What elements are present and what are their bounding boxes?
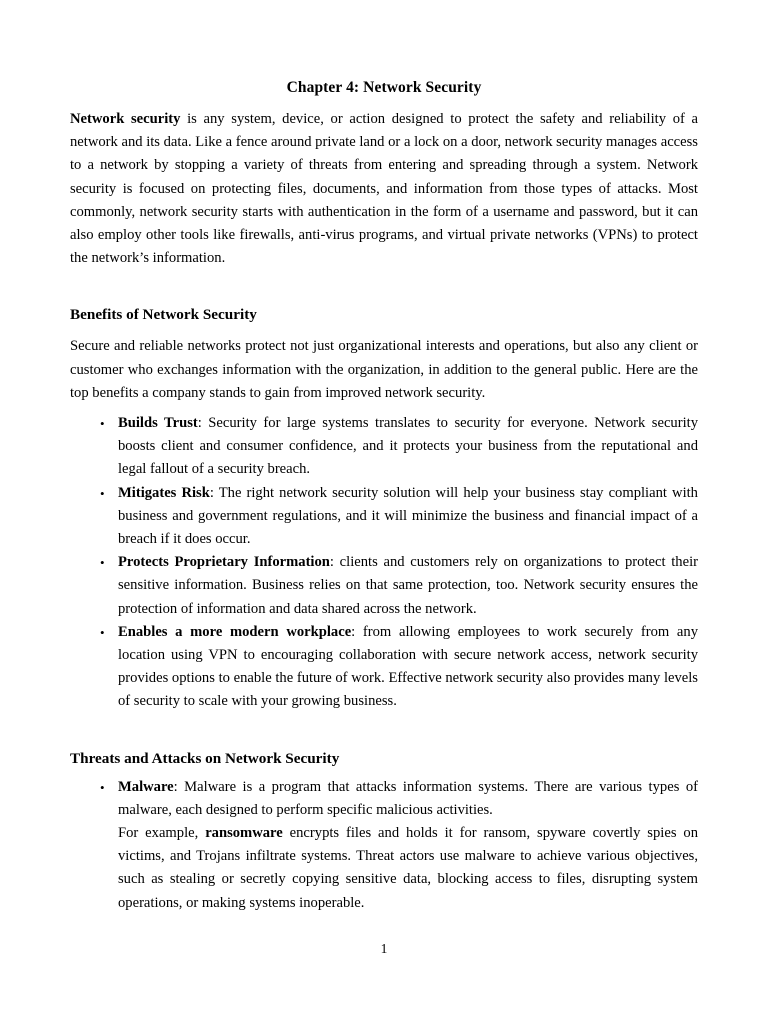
- bullet-body: : Security for large systems translates to security for everyone. Network security boosts client and consumer confidence, and it protects your business from the reputational and legal fallout of a security breach.: [118, 415, 698, 478]
- spacer: [70, 714, 698, 747]
- bullet-sub-paragraph: [118, 822, 698, 915]
- bullet-term: Mitigates Risk: [118, 484, 210, 501]
- intro-paragraph: [70, 108, 698, 270]
- benefits-intro-paragraph: Secure and reliable networks protect not just organizational interests and operations, but also any client or customer who exchanges information with the organization, in addition to the general public. Here are the top benefits a company stands to gain from improved network security.: [70, 338, 698, 401]
- page-title: Chapter 4: Network Security: [286, 79, 482, 96]
- spacer: [70, 326, 698, 335]
- bullet-term: Builds Trust: [118, 415, 198, 432]
- bullet-body: : from allowing employees to work securely from any location using VPN to encouraging collaboration with secure network access, network security provides options to enable the future of work. Effective network security also provides many levels of security to scale with your growing business.: [118, 623, 698, 710]
- section-heading-threats: Threats and Attacks on Network Security: [70, 749, 340, 767]
- spacer: [70, 405, 698, 412]
- bullet-body: : clients and customers rely on organizations to protect their sensitive information. Business relies on that same protection, too. Network security ensures the protection of information and data shared across the network.: [118, 554, 698, 617]
- intro-lead-term: Network security: [70, 111, 181, 127]
- list-item: [70, 621, 698, 714]
- list-item: [70, 776, 698, 915]
- spacer: [70, 270, 698, 303]
- intro-paragraph-body: is any system, device, or action designed to protect the safety and reliability of a network and its data. Like a fence around private land or a lock on a door, network security manages access to a network by stopping a variety of threats from entering and spreading through a system. Network security is focused on protecting files, documents, and information from those types of attacks. Most commonly, network security starts with authentication in the form of a username and password, but it can also employ other tools like firewalls, anti-virus programs, and virtual private networks (VPNs) to protect the network’s information.: [70, 111, 699, 267]
- bullet-body: : Malware is a program that attacks information systems. There are various types of malware, each designed to perform specific malicious activities.: [118, 778, 698, 818]
- sub-paragraph-before: For example,: [118, 825, 206, 842]
- list-item: [70, 551, 698, 621]
- bullet-term: Protects Proprietary Information: [118, 554, 330, 571]
- page-number: 1: [380, 941, 388, 956]
- sub-paragraph-after: encrypts files and holds it for ransom, spyware covertly spies on victims, and Trojans infiltrate systems. Threat actors use malware to achieve various objectives, such as stealing or secretly copying sensitive data, blocking access to files, disrupting system operations, or making systems inoperable.: [118, 825, 698, 911]
- document-content: [70, 76, 698, 915]
- list-item: [70, 482, 698, 552]
- bullet-term: Malware: [118, 778, 174, 795]
- benefits-bullet-list: [70, 412, 698, 714]
- bullet-body: : The right network security solution will help your business stay compliant with business and government regulations, and it will minimize the business and financial impact of a breach if it does occur.: [118, 484, 698, 548]
- bullet-term: Enables a more modern workplace: [118, 623, 352, 640]
- list-item: [70, 412, 698, 482]
- section-heading-benefits: Benefits of Network Security: [70, 306, 257, 324]
- threats-bullet-list: [70, 776, 698, 915]
- sub-paragraph-term: ransomware: [205, 825, 283, 842]
